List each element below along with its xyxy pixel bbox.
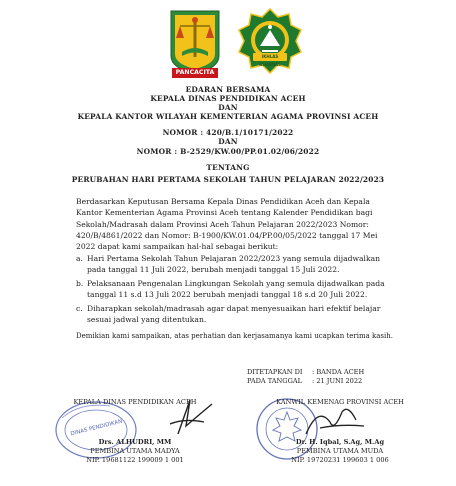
left-signer-title: KEPALA DINAS PENDIDIKAN ACEH	[73, 398, 197, 406]
header-line3: DAN	[218, 103, 238, 112]
subject-title: PERUBAHAN HARI PERTAMA SEKOLAH TAHUN PELAJARAN 2022/2023	[71, 175, 385, 184]
left-signer-name: Drs. ALHUDRI, MM	[98, 438, 172, 446]
ditetapkan-value: : BANDA ACEH	[312, 368, 365, 376]
ditetapkan-label: DITETAPKAN DI	[247, 368, 303, 376]
list-marker: c.	[76, 304, 83, 313]
header-line4: KEPALA KANTOR WILAYAH KEMENTERIAN AGAMA PROVINSI ACEH	[77, 112, 379, 121]
tanggal-value: : 21 JUNI 2022	[312, 377, 363, 385]
kementerian-agama-logo	[238, 8, 302, 74]
list-item-line: tanggal 11 s.d 13 Juli 2022 berubah menjadi tanggal 18 s.d 20 Juli 2022.	[87, 290, 368, 300]
list-item-c	[76, 303, 392, 326]
aceh-pancacita-logo	[168, 8, 222, 80]
nomor-2: NOMOR : B-2529/KW.00/PP.01.02/06/2022	[136, 147, 320, 156]
intro-line: Berdasarkan Keputusan Bersama Kepala Dinas Pendidikan Aceh dan Kepala	[76, 197, 370, 206]
list-marker: a.	[76, 254, 83, 263]
right-signature-scribble	[300, 402, 370, 442]
list-item-line: sesuai jadwal yang ditentukan.	[87, 315, 207, 325]
nomor-1: NOMOR : 420/B.1/10171/2022	[162, 128, 294, 137]
left-signer-rank: PEMBINA UTAMA MADYA	[90, 447, 180, 455]
closing-text: Demikian kami sampaikan, atas perhatian dan kerjasamanya kami ucapkan terima kasih.	[76, 332, 393, 340]
header-line1: EDARAN BERSAMA	[185, 85, 271, 94]
list-marker: b.	[76, 279, 84, 288]
kemenag-ribbon-text: IKHLAS BERAMAL	[259, 54, 281, 67]
right-signer-details	[250, 438, 430, 465]
nomor-dan: DAN	[218, 137, 238, 146]
list-item-line: Hari Pertama Sekolah Tahun Pelajaran 2022/2023 yang semula dijadwalkan	[87, 254, 380, 263]
right-signer-rank: PEMBINA UTAMA MUDA	[296, 447, 384, 455]
right-signer-nip: NIP. 19720231 199603 1 006	[291, 456, 389, 464]
list-item-a	[76, 253, 392, 276]
left-stamp-text: DINAS PENDIDIKAN	[70, 418, 123, 438]
right-signature-block	[250, 398, 430, 407]
tentang-label: TENTANG	[206, 163, 250, 172]
intro-line: Kantor Kementerian Agama Provinsi Aceh tentang Kalender Pendidikan bagi	[76, 208, 373, 218]
intro-line: Sekolah/Madrasah dalam Provinsi Aceh Tahun Pelajaran 2022/2023 Nomor:	[76, 219, 369, 229]
intro-paragraph	[76, 196, 392, 252]
list-item-line: pada tanggal 11 Juli 2022, berubah menjadi tanggal 15 Juli 2022.	[87, 265, 340, 275]
right-signer-title: KANWIL KEMENAG PROVINSI ACEH	[276, 398, 404, 406]
intro-line: 2022 dapat kami sampaikan hal-hal sebagai berikut:	[76, 242, 279, 252]
intro-line: 420/B/4861/2022 dan Nomor: B-1900/KW.01.04/PP.00/05/2022 tanggal 17 Mei	[76, 230, 378, 240]
list-item-line: Diharapkan sekolah/madrasah agar dapat menyesuaikan hari efektif belajar	[87, 304, 381, 313]
tanggal-label: PADA TANGGAL	[247, 377, 302, 385]
list-item-b	[76, 278, 392, 301]
left-signer-details	[40, 438, 230, 465]
left-signer-nip: NIP. 19681122 199009 1 001	[86, 456, 184, 464]
left-signature-block	[40, 398, 230, 407]
right-signer-name: Dr. H. Iqbal, S.Ag, M.Ag	[295, 438, 385, 446]
header-line2: KEPALA DINAS PENDIDIKAN ACEH	[150, 94, 306, 103]
place-date-block	[247, 368, 417, 386]
list-item-line: Pelaksanaan Pengenalan Lingkungan Sekolah yang semula dijadwalkan pada	[87, 279, 385, 288]
pancacita-banner-text: PANCACITA	[175, 69, 215, 76]
